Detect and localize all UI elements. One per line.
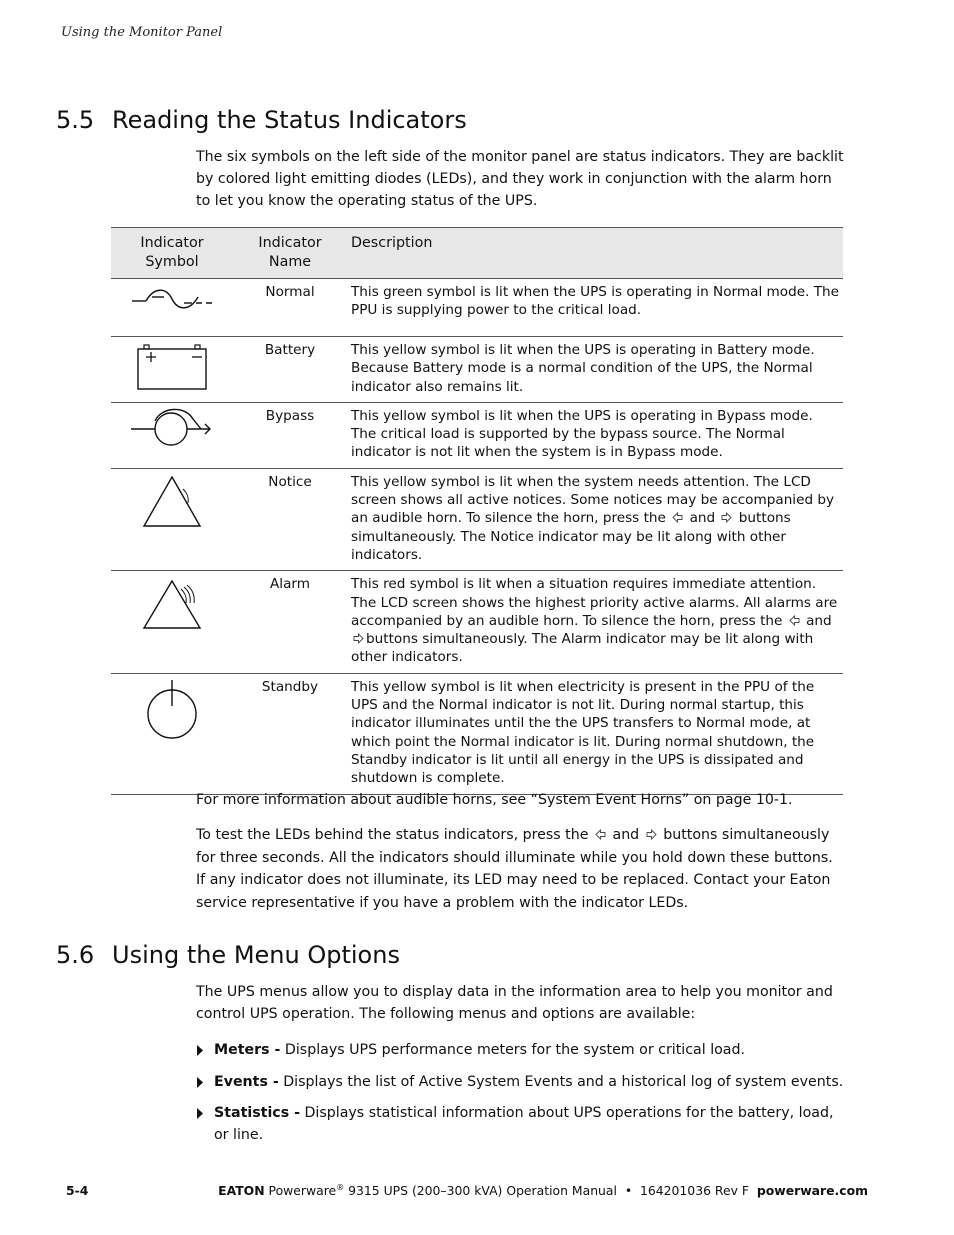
left-arrow-button-icon xyxy=(672,512,683,523)
triangle-bullet-icon xyxy=(196,1108,204,1119)
table-row xyxy=(111,673,843,794)
right-arrow-button-icon xyxy=(353,633,364,644)
indicator-name: Bypass xyxy=(233,402,347,468)
table-header-row xyxy=(111,228,843,279)
bullet-text: Displays the list of Active System Events and a historical log of system events. xyxy=(278,1073,844,1090)
menu-intro-paragraph: The UPS menus allow you to display data in the information area to help you monitor and control UPS operation. The following menus and options are available: xyxy=(196,984,833,1022)
alarm-triangle-icon xyxy=(141,575,203,631)
indicator-name: Normal xyxy=(233,279,347,337)
indicator-description: This yellow symbol is lit when electricity is present in the PPU of the UPS and the Normal indicator is not lit. During normal startup, this indicator illuminates until the the UPS transfers to Normal mode, at which point the Normal indicator is lit. During normal shutdown, the Standby indicator is lit until all energy in the UPS is dissipated and shutdown is complete. xyxy=(347,673,843,794)
table-row xyxy=(111,337,843,403)
bullet-term: Events - xyxy=(214,1073,279,1090)
left-arrow-button-icon xyxy=(789,615,800,626)
list-item xyxy=(196,1102,846,1146)
notice-triangle-icon xyxy=(141,473,203,529)
header-indicator-symbol: Indicator Symbol xyxy=(111,228,233,279)
registered-mark: ® xyxy=(336,1183,345,1192)
bypass-icon xyxy=(129,407,215,449)
indicator-description: This yellow symbol is lit when the system needs attention. The LCD screen shows all active notices. Some notices may be accompanied by an audible horn. To silence the horn, press the and buttons simultaneously. The Notice indicator may be lit along with other indicators. xyxy=(347,468,843,570)
right-arrow-button-icon xyxy=(721,512,732,523)
section-title: Using the Menu Options xyxy=(112,941,400,969)
triangle-bullet-icon xyxy=(196,1045,204,1056)
battery-icon xyxy=(134,341,210,391)
footer-brand: EATON xyxy=(218,1183,265,1199)
section-number: 5.5 xyxy=(56,106,95,134)
indicator-name: Notice xyxy=(233,468,347,570)
more-info-paragraph: For more information about audible horns, see “System Event Horns” on page 10-1. xyxy=(196,792,793,808)
indicator-description: This yellow symbol is lit when the UPS is operating in Battery mode. Because Battery mode is a normal condition of the UPS, the Normal indicator also remains lit. xyxy=(347,337,843,403)
indicator-name: Standby xyxy=(233,673,347,794)
page-number: 5-4 xyxy=(66,1183,89,1198)
list-item xyxy=(196,1071,846,1093)
footer-manual-title: 9315 UPS (200–300 kVA) Operation Manual • 164201036 Rev F xyxy=(344,1183,757,1199)
indicator-name: Alarm xyxy=(233,571,347,673)
header-indicator-name: Indicator Name xyxy=(233,228,347,279)
bullet-term: Statistics - xyxy=(214,1105,300,1121)
led-test-paragraph: To test the LEDs behind the status indicators, press the and buttons simultaneously for three seconds. All the indicators should illuminate while you hold down these buttons. If any indicator does not illuminate, its LED may need to be replaced. Contact your Eaton service representative if you have a problem with the indicator LEDs. xyxy=(196,827,833,911)
footer-website: powerware.com xyxy=(756,1183,868,1199)
footer-product: Powerware xyxy=(268,1183,337,1199)
indicator-description: This green symbol is lit when the UPS is operating in Normal mode. The PPU is supplying power to the critical load. xyxy=(347,279,843,337)
table-row xyxy=(111,279,843,337)
right-arrow-button-icon xyxy=(646,829,657,840)
table-row xyxy=(111,402,843,468)
bullet-term: Meters - xyxy=(214,1042,281,1058)
power-icon xyxy=(142,678,202,744)
indicator-name: Battery xyxy=(233,337,347,403)
sine-wave-icon xyxy=(130,283,214,315)
status-indicators-table xyxy=(111,227,843,795)
section-number: 5.6 xyxy=(56,941,95,969)
table-row xyxy=(111,571,843,673)
table-row xyxy=(111,468,843,570)
left-arrow-button-icon xyxy=(595,829,606,840)
footer-document-info xyxy=(218,1183,868,1198)
bullet-text: Displays UPS performance meters for the system or critical load. xyxy=(280,1042,746,1058)
section-intro-paragraph: The six symbols on the left side of the monitor panel are status indicators. They are backlit by colored light emitting diodes (LEDs), and they work in conjunction with the alarm horn to let you know the operating status of the UPS. xyxy=(196,149,844,209)
section-heading-5-5 xyxy=(56,106,467,134)
bullet-text: Displays statistical information about UPS operations for the battery, load, or line. xyxy=(214,1105,834,1143)
header-description: Description xyxy=(347,228,843,279)
indicator-description: This red symbol is lit when a situation requires immediate attention. The LCD screen shows the highest priority active alarms. All alarms are accompanied by an audible horn. To silence the horn, press the and buttons simultaneously. The Alarm indicator may be lit along with other indicators. xyxy=(347,571,843,673)
running-head: Using the Monitor Panel xyxy=(61,25,223,40)
indicator-description: This yellow symbol is lit when the UPS is operating in Bypass mode. The critical load is supported by the bypass source. The Normal indicator is not lit when the system is in Bypass mode. xyxy=(347,402,843,468)
section-heading-5-6 xyxy=(56,941,400,969)
triangle-bullet-icon xyxy=(196,1077,204,1088)
section-title: Reading the Status Indicators xyxy=(112,106,467,134)
menu-options-list xyxy=(196,1039,846,1156)
list-item xyxy=(196,1039,846,1061)
